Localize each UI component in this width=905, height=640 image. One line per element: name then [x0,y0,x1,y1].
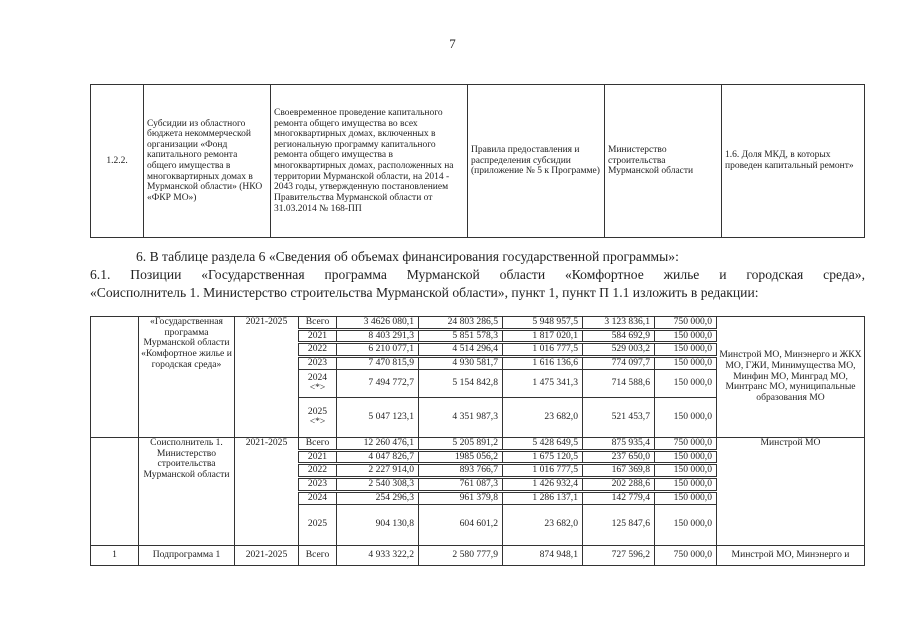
measure-rules: Правила предоставления и распределения субсидии (приложение № 5 к Программе) [468,85,605,238]
amount-cell: 202 288,6 [583,478,655,492]
total-cell: 2 227 914,0 [337,464,419,478]
subsidy-table [90,84,865,238]
year-cell: Всего [299,317,337,330]
total-cell: 5 047 123,1 [337,397,419,437]
total-cell: 7 494 772,7 [337,369,419,397]
total-cell: 4 047 826,7 [337,450,419,464]
amount-cell: 4 351 987,3 [419,397,503,437]
amount-cell: 1 817 020,1 [503,329,583,343]
amount-cell: 521 453,7 [583,397,655,437]
amount-cell: 150 000,0 [655,504,717,545]
year-cell: 2022 [299,343,337,357]
amount-cell: 750 000,0 [655,437,717,450]
amount-cell: 893 766,7 [419,464,503,478]
total-cell: 8 403 291,3 [337,329,419,343]
amount-cell: 1 016 777,5 [503,464,583,478]
subprogram-name: Подпрограмма 1 [139,545,235,565]
year-cell: 2021 [299,450,337,464]
amount-cell: 167 369,8 [583,464,655,478]
total-cell: 254 296,3 [337,491,419,504]
amount-cell: 3 123 836,1 [583,317,655,330]
amount-cell: 150 000,0 [655,491,717,504]
amount-cell: 727 596,2 [583,545,655,565]
executors-cell: Минстрой МО [717,437,865,545]
amount-cell: 1 616 136,6 [503,357,583,370]
amount-cell: 150 000,0 [655,464,717,478]
year-cell: 2024 [299,491,337,504]
amount-cell: 5 428 649,5 [503,437,583,450]
table-row [91,85,865,238]
amount-cell: 750 000,0 [655,317,717,330]
amount-cell: 150 000,0 [655,450,717,464]
executors-cell: Минстрой МО, Минэнерго и ЖКХ МО, ГЖИ, Минимущества МО, Минфин МО, Минград МО, Минтранс МО, муниципальные образования МО [717,317,865,438]
year-cell: 2021 [299,329,337,343]
year-cell: 2024 <*> [299,369,337,397]
total-cell: 3 4626 080,1 [337,317,419,330]
table-row [91,317,865,330]
amount-cell: 1 286 137,1 [503,491,583,504]
program-name: «Государственная программа Мурманской области «Комфортное жилье и городская среда» [139,317,235,438]
amount-cell: 584 692,9 [583,329,655,343]
table-row [91,545,865,565]
measure-name: Субсидии из областного бюджета некоммерческой организации «Фонд капитального ремонта общего имущества в многоквартирных домах в Мурманской области» (НКО «ФКР МО») [144,85,271,238]
amount-cell: 4 514 296,4 [419,343,503,357]
amount-cell: 761 087,3 [419,478,503,492]
amount-cell: 150 000,0 [655,357,717,370]
executors-cell: Минстрой МО, Минэнерго и [717,545,865,565]
year-cell: Всего [299,437,337,450]
total-cell: 4 933 322,2 [337,545,419,565]
amount-cell: 150 000,0 [655,329,717,343]
amount-cell: 24 803 286,5 [419,317,503,330]
page-number: 7 [449,36,456,51]
amount-cell: 875 935,4 [583,437,655,450]
amount-cell: 4 930 581,7 [419,357,503,370]
amount-cell: 1 675 120,5 [503,450,583,464]
block-number [91,317,139,438]
amount-cell: 5 205 891,2 [419,437,503,450]
amount-cell: 237 650,0 [583,450,655,464]
amount-cell: 1 016 777,5 [503,343,583,357]
target-indicator: 1.6. Доля МКД, в которых проведен капитальный ремонт» [722,85,865,238]
finance-table [90,316,865,566]
total-cell: 2 540 308,3 [337,478,419,492]
amount-cell: 23 682,0 [503,397,583,437]
block-number [91,437,139,545]
year-cell: 2025 <*> [299,397,337,437]
amount-cell: 604 601,2 [419,504,503,545]
amount-cell: 2 580 777,9 [419,545,503,565]
measure-purpose: Своевременное проведение капитального ремонта общего имущества во всех многоквартирных домах, включенных в региональную программу капитального ремонта общего имущества в многоквартирных домах, расположенных на территории Мурманской области, на 2014 - 2043 годы, утвержденную постановлением Правительства Мурманской области от 31.03.2014 № 168-ПП [271,85,468,238]
amount-cell: 750 000,0 [655,545,717,565]
amount-cell: 142 779,4 [583,491,655,504]
year-cell: Всего [299,545,337,565]
year-cell: 2025 [299,504,337,545]
paragraph-6-1: 6.1. Позиции «Государственная программа Мурманской области «Комфортное жилье и городская среда», [90,267,865,282]
amount-cell: 1985 056,2 [419,450,503,464]
program-period: 2021-2025 [235,545,299,565]
amount-cell: 23 682,0 [503,504,583,545]
amount-cell: 150 000,0 [655,343,717,357]
amount-cell: 5 851 578,3 [419,329,503,343]
year-cell: 2023 [299,478,337,492]
amount-cell: 150 000,0 [655,369,717,397]
coexecutor-name: Соисполнитель 1. Министерство строительства Мурманской области [139,437,235,545]
paragraph-6-1-continued: «Соисполнитель 1. Министерство строительства Мурманской области», пункт 1, пункт П 1.1 изложить в редакции: [90,285,759,300]
program-period: 2021-2025 [235,437,299,545]
year-cell: 2023 [299,357,337,370]
amount-cell: 1 475 341,3 [503,369,583,397]
responsible-ministry: Министерство строительства Мурманской области [605,85,722,238]
amount-cell: 774 097,7 [583,357,655,370]
year-cell: 2022 [299,464,337,478]
total-cell: 12 260 476,1 [337,437,419,450]
program-period: 2021-2025 [235,317,299,438]
paragraph-6: 6. В таблице раздела 6 «Сведения об объемах финансирования государственной программы»: [136,249,679,264]
amount-cell: 874 948,1 [503,545,583,565]
row-number: 1.2.2. [91,85,144,238]
amount-cell: 5 154 842,8 [419,369,503,397]
amount-cell: 714 588,6 [583,369,655,397]
amount-cell: 125 847,6 [583,504,655,545]
amount-cell: 961 379,8 [419,491,503,504]
amount-cell: 529 003,2 [583,343,655,357]
table-row [91,437,865,450]
total-cell: 904 130,8 [337,504,419,545]
amount-cell: 5 948 957,5 [503,317,583,330]
total-cell: 6 210 077,1 [337,343,419,357]
amount-cell: 150 000,0 [655,478,717,492]
amount-cell: 1 426 932,4 [503,478,583,492]
block-number: 1 [91,545,139,565]
total-cell: 7 470 815,9 [337,357,419,370]
amount-cell: 150 000,0 [655,397,717,437]
